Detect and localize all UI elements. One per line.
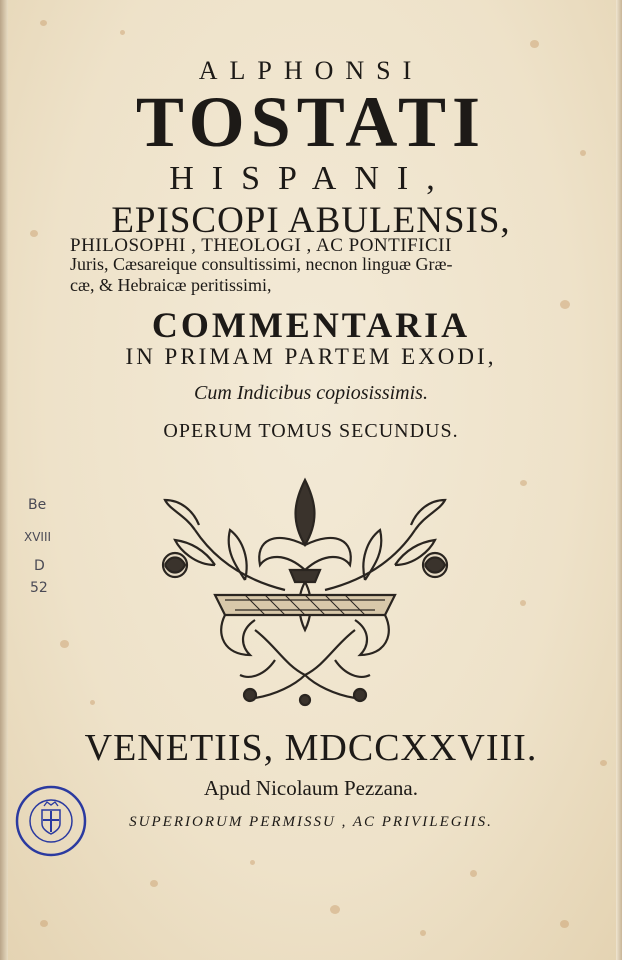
imprint-printer: Apud Nicolaum Pezzana. [203, 776, 418, 800]
author-forename: ALPHONSI [198, 56, 424, 85]
work-title: COMMENTARIA [151, 305, 471, 345]
indices-note: Cum Indicibus copiosissimis. [194, 382, 428, 404]
shelfmark-line-2: XVIII [24, 530, 52, 544]
imprint-place-date: VENETIIS, MDCCXXVIII. [84, 727, 538, 769]
library-stamp-icon [14, 784, 88, 858]
author-description-line-3: cæ, & Hebraicæ peritissimi, [70, 275, 272, 295]
shelfmark-line-4: 52 [30, 580, 48, 596]
shelfmark-line-1: Be [28, 497, 47, 513]
author-nation: HISPANI, [169, 160, 453, 197]
author-office: EPISCOPI ABULENSIS, [111, 200, 511, 241]
author-description-line-1: PHILOSOPHI , THEOLOGI , AC PONTIFICII [70, 235, 452, 256]
author-description-line-2: Juris, Cæsareique consultissimi, necnon linguæ Græ- [70, 254, 453, 274]
work-subject: IN PRIMAM PARTEM EXODI, [125, 344, 497, 369]
shelfmark-line-3: D [34, 558, 45, 574]
imprint-permission: SUPERIORUM PERMISSU , AC PRIVILEGIIS. [129, 814, 493, 830]
fleur-de-lis-ornament-icon [155, 470, 455, 710]
volume-statement: OPERUM TOMUS SECUNDUS. [163, 420, 459, 442]
author-surname: TOSTATI [135, 82, 487, 162]
